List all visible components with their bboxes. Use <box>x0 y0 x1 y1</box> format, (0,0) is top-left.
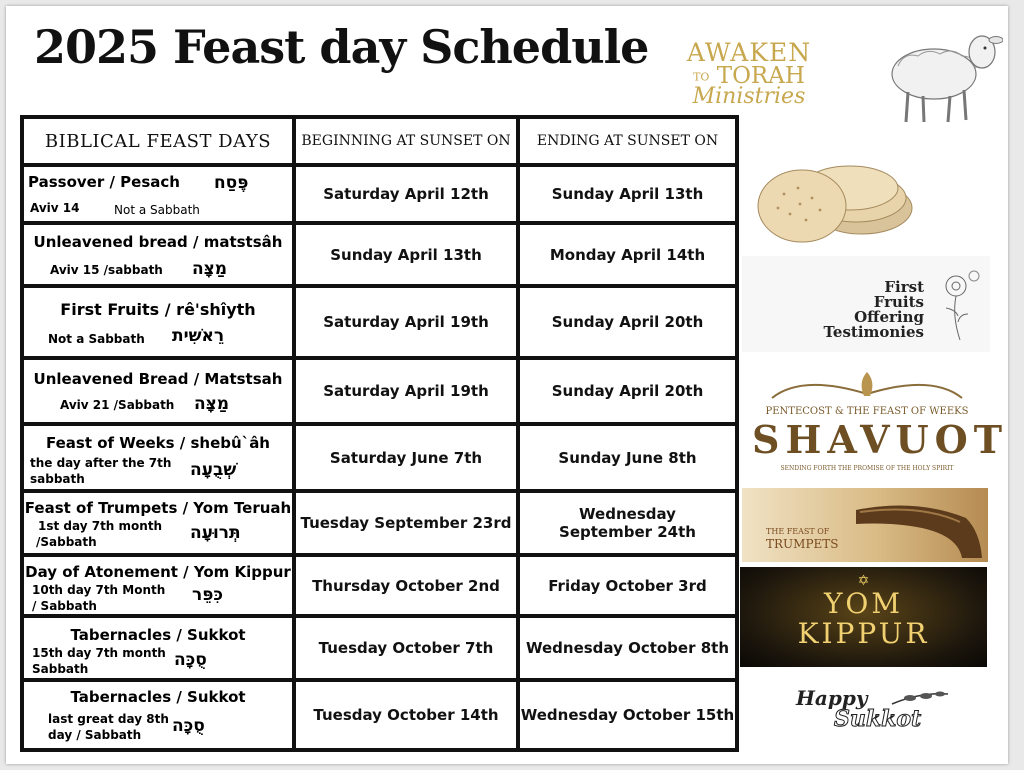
feast-note: 10th day 7th Month <box>32 583 166 597</box>
lamb-illustration <box>868 26 1003 126</box>
feast-cell <box>22 555 294 616</box>
schedule-page <box>6 6 1008 764</box>
feast-name: First Fruits / rê'shîyth <box>60 300 256 319</box>
feast-note: the day after the 7th <box>30 456 172 470</box>
begin-date: Tuesday September 23rd <box>294 491 518 555</box>
end-date: Sunday June 8th <box>518 424 737 491</box>
feast-cell <box>22 424 294 491</box>
logo-line-ministries: Ministries <box>692 84 806 109</box>
begin-date: Saturday April 19th <box>294 286 518 358</box>
feast-cell <box>22 680 294 750</box>
logo-line-awaken: AWAKEN <box>686 38 812 67</box>
feast-note: Not a Sabbath <box>114 203 200 217</box>
ministry-logo <box>654 40 844 108</box>
feast-note: day / Sabbath <box>48 728 142 742</box>
feast-schedule-table <box>20 115 739 752</box>
feast-cell <box>22 286 294 358</box>
feast-name: Tabernacles / Sukkot <box>70 626 246 644</box>
feast-note: 1st day 7th month <box>38 519 163 533</box>
ornament-icon <box>752 368 982 404</box>
end-date: Sunday April 13th <box>518 165 737 223</box>
begin-date: Saturday April 19th <box>294 358 518 424</box>
trumpets-image: THE FEAST OF TRUMPETS <box>742 488 988 562</box>
end-date: Sunday April 20th <box>518 358 737 424</box>
feast-name: Tabernacles / Sukkot <box>70 688 246 706</box>
end-date: Sunday April 20th <box>518 286 737 358</box>
table-row <box>22 555 737 616</box>
table-row <box>22 223 737 286</box>
table-row <box>22 616 737 680</box>
star-of-david-icon: ✡ <box>857 573 870 589</box>
flower-icon <box>928 264 986 344</box>
matzah-illustration <box>754 158 916 246</box>
feast-note: Sabbath <box>32 662 89 676</box>
hebrew-word: רֵאשִׁית <box>172 326 225 346</box>
end-date: Monday April 14th <box>518 223 737 286</box>
col-header-begin: BEGINNING AT SUNSET ON <box>294 117 518 165</box>
yom-kippur-image: ✡ YOM KIPPUR <box>740 567 987 667</box>
logo-line-torah: TO TORAH <box>693 63 805 89</box>
table-row <box>22 424 737 491</box>
col-header-end: ENDING AT SUNSET ON <box>518 117 737 165</box>
shofar-icon <box>852 490 988 560</box>
feast-note: Not a Sabbath <box>48 332 145 346</box>
end-date: Wednesday October 15th <box>518 680 737 750</box>
hebrew-word: סֻכָּה <box>174 650 207 670</box>
feast-cell <box>22 616 294 680</box>
feast-note: 15th day 7th month <box>32 646 166 660</box>
begin-date: Saturday April 12th <box>294 165 518 223</box>
feast-note: Aviv 15 /sabbath <box>50 263 163 277</box>
feast-note: last great day 8th <box>48 712 169 726</box>
feast-note: sabbath <box>30 472 85 486</box>
feast-name: Feast of Weeks / shebû`âh <box>46 434 270 452</box>
first-fruits-image: First Fruits Offering Testimonies <box>742 256 990 352</box>
page-title: 2025 Feast day Schedule <box>34 20 649 74</box>
hebrew-word: כִּפֵּר <box>192 585 224 605</box>
sukkot-image: Happy Sukkot <box>786 684 956 740</box>
hebrew-word: פֶּסַח <box>214 173 249 193</box>
feast-cell <box>22 165 294 223</box>
table-row <box>22 286 737 358</box>
table-header-row <box>22 117 737 165</box>
feast-note: Aviv 21 /Sabbath <box>60 398 175 412</box>
end-date: Wednesday September 24th <box>518 491 737 555</box>
hebrew-word: שְׁבֻעָה <box>190 460 237 480</box>
begin-date: Tuesday October 14th <box>294 680 518 750</box>
hebrew-word: סֻכָּה <box>172 716 205 736</box>
feast-note: Aviv 14 <box>30 201 80 215</box>
hebrew-word: מַצָּה <box>192 259 228 279</box>
feast-name: Day of Atonement / Yom Kippur <box>25 563 291 581</box>
table-row <box>22 491 737 555</box>
feast-cell <box>22 491 294 555</box>
feast-note: / Sabbath <box>32 599 97 613</box>
feast-name: Passover / Pesach <box>28 173 180 191</box>
feast-cell <box>22 223 294 286</box>
feast-note: /Sabbath <box>36 535 97 549</box>
col-header-feast: BIBLICAL FEAST DAYS <box>22 117 294 165</box>
begin-date: Thursday October 2nd <box>294 555 518 616</box>
branch-icon <box>890 688 950 710</box>
feast-name: Unleavened bread / matstsâh <box>33 233 283 251</box>
hebrew-word: מַצָּה <box>194 394 230 414</box>
feast-name: Unleavened Bread / Matstsah <box>33 370 283 388</box>
table-row <box>22 358 737 424</box>
shavuot-image: PENTECOST & THE FEAST OF WEEKS SHAVUOT SENDING FORTH THE PROMISE OF THE HOLY SPIRIT <box>752 368 982 480</box>
end-date: Friday October 3rd <box>518 555 737 616</box>
begin-date: Tuesday October 7th <box>294 616 518 680</box>
begin-date: Sunday April 13th <box>294 223 518 286</box>
begin-date: Saturday June 7th <box>294 424 518 491</box>
feast-name: Feast of Trumpets / Yom Teruah <box>24 499 292 517</box>
table-row <box>22 165 737 223</box>
hebrew-word: תְּרוּעָה <box>190 523 241 543</box>
feast-cell <box>22 358 294 424</box>
end-date: Wednesday October 8th <box>518 616 737 680</box>
table-row <box>22 680 737 750</box>
